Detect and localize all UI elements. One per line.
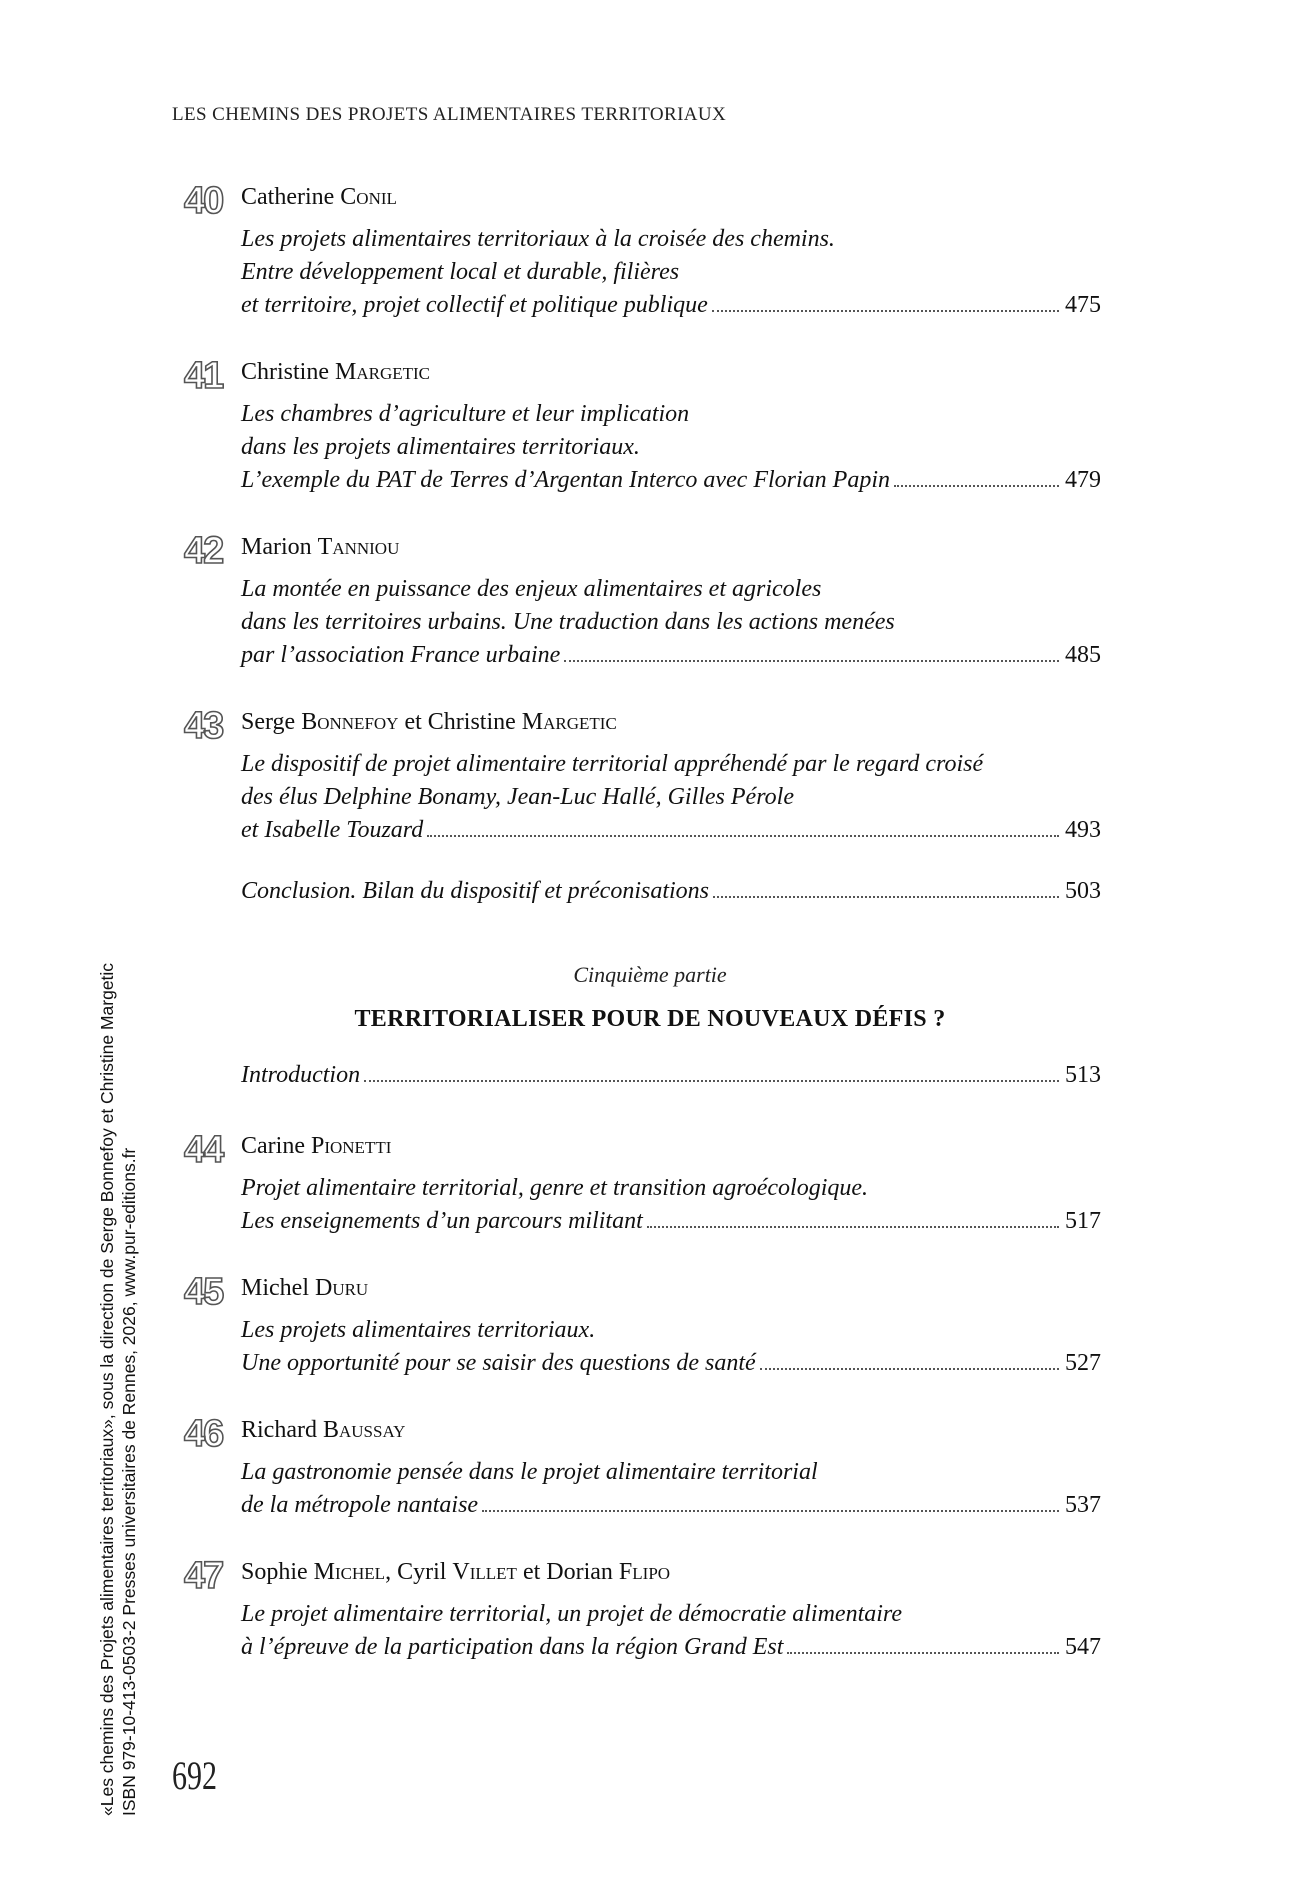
chapter-number: 43 (184, 705, 223, 747)
part-label: Cinquième partie (573, 962, 727, 987)
dot-leader (427, 834, 1059, 837)
chapter-title-line: Les projets alimentaires territoriaux à la croisée des chemins. (241, 226, 835, 252)
chapter-title-line: Le dispositif de projet alimentaire territorial appréhendé par le regard croisé (241, 751, 984, 777)
side-credit-note (96, 963, 140, 1816)
chapter-title-line: La gastronomie pensée dans le projet alimentaire territorial (241, 1459, 818, 1485)
page-number: 537 (1065, 1492, 1101, 1518)
chapter-title-line: Entre développement local et durable, filières (241, 259, 680, 285)
chapter-title-last-line: Une opportunité pour se saisir des questions de santé 527 (241, 1350, 1101, 1376)
page-number: 517 (1065, 1208, 1101, 1234)
chapter-title-line: des élus Delphine Bonamy, Jean-Luc Hallé, Gilles Pérole (241, 784, 794, 810)
chapter-number: 44 (184, 1129, 223, 1171)
page-number: 485 (1065, 642, 1101, 668)
conclusion-line: Conclusion. Bilan du dispositif et préconisations 503 (241, 878, 1101, 904)
chapter-title-last-line: de la métropole nantaise 537 (241, 1492, 1101, 1518)
chapter-title-line: Les projets alimentaires territoriaux. (241, 1317, 596, 1343)
dot-leader (647, 1225, 1059, 1228)
chapter-title-last-line: Les enseignements d’un parcours militant 517 (241, 1208, 1101, 1234)
chapter-author: Serge Bonnefoy et Christine Margetic (241, 709, 617, 735)
page-number: 479 (1065, 467, 1101, 493)
dot-leader (564, 659, 1059, 662)
running-head: LES CHEMINS DES PROJETS ALIMENTAIRES TERRITORIAUX (172, 104, 727, 125)
chapter-number: 47 (184, 1555, 223, 1597)
page-number: 475 (1065, 292, 1101, 318)
dot-leader (712, 309, 1059, 312)
chapter-number: 42 (184, 530, 223, 572)
chapter-title-line: dans les territoires urbains. Une traduction dans les actions menées (241, 609, 895, 635)
chapter-title-last-line: à l’épreuve de la participation dans la région Grand Est 547 (241, 1634, 1101, 1660)
side-credit-line: «Les chemins des Projets alimentaires territoriaux», sous la direction de Serge Bonnefoy et Christine Margetic (97, 962, 117, 1816)
introduction-line: Introduction 513 (241, 1062, 1101, 1088)
page-number: 513 (1065, 1062, 1101, 1088)
chapter-title-line: dans les projets alimentaires territoriaux. (241, 434, 640, 460)
side-credit-line: ISBN 979-10-413-0503-2 Presses universitaires de Rennes, 2026, www.pur-editions.fr (119, 1147, 139, 1816)
page-number: 527 (1065, 1350, 1101, 1376)
folio-page-number: 692 (172, 1753, 217, 1798)
dot-leader (713, 895, 1059, 898)
page-number: 547 (1065, 1634, 1101, 1660)
chapter-number: 46 (184, 1413, 223, 1455)
chapter-title-last-line: L’exemple du PAT de Terres d’Argentan Interco avec Florian Papin 479 (241, 467, 1101, 493)
chapter-title-last-line: et territoire, projet collectif et politique publique 475 (241, 292, 1101, 318)
chapter-title-line: Le projet alimentaire territorial, un projet de démocratie alimentaire (241, 1601, 903, 1627)
chapter-title-line: Projet alimentaire territorial, genre et transition agroécologique. (241, 1175, 869, 1201)
chapter-title-last-line: et Isabelle Touzard 493 (241, 817, 1101, 843)
chapter-title-last-line: par l’association France urbaine 485 (241, 642, 1101, 668)
chapter-author: Michel Duru (241, 1275, 369, 1301)
chapter-author: Richard Baussay (241, 1417, 406, 1443)
chapter-number: 41 (184, 355, 223, 397)
chapter-author: Carine Pionetti (241, 1133, 392, 1159)
chapter-author: Catherine Conil (241, 184, 397, 210)
chapter-number: 45 (184, 1271, 223, 1313)
chapter-title-line: La montée en puissance des enjeux alimentaires et agricoles (241, 576, 822, 602)
dot-leader (760, 1367, 1059, 1370)
chapter-author: Christine Margetic (241, 359, 431, 385)
page-number: 493 (1065, 817, 1101, 843)
part-title: TERRITORIALISER POUR DE NOUVEAUX DÉFIS ? (354, 1006, 946, 1032)
dot-leader (787, 1651, 1059, 1654)
chapter-author: Marion Tanniou (241, 534, 400, 560)
page-number: 503 (1065, 878, 1101, 904)
dot-leader (482, 1509, 1059, 1512)
chapter-title-line: Les chambres d’agriculture et leur implication (241, 401, 690, 427)
dot-leader (894, 484, 1059, 487)
chapter-number: 40 (184, 180, 223, 222)
chapter-author: Sophie Michel, Cyril Villet et Dorian Flipo (241, 1559, 671, 1585)
dot-leader (364, 1079, 1059, 1082)
